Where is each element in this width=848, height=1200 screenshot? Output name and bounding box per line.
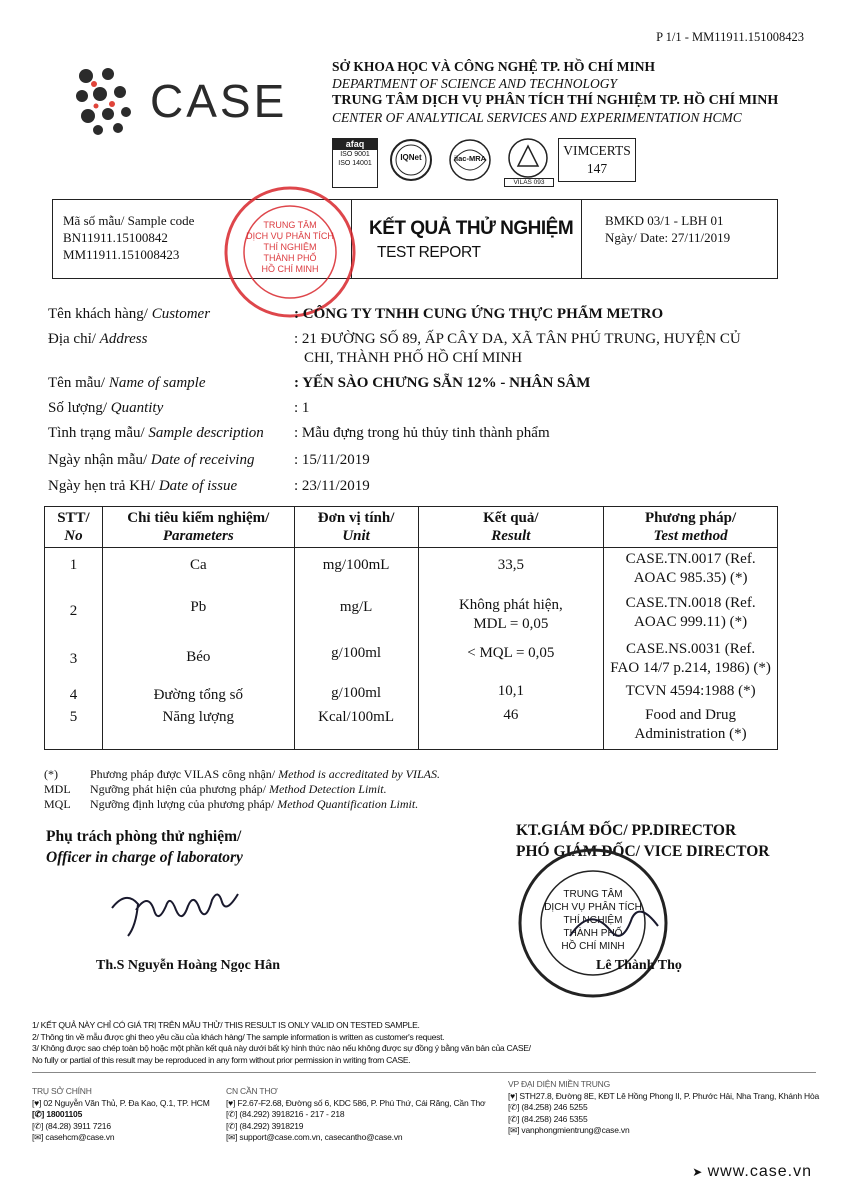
director-signature <box>560 896 670 956</box>
officer-signature <box>108 880 248 940</box>
footer-cantho-branch: CN CẦN THƠ [♥] F2.67-F2.68, Đường số 6, KDC 586, P. Phú Thứ, Cái Răng, Cần Thơ [✆] (84.292) 3918216 - 217 - 218 [✆] (84.292) 3918219 [✉] support@case.com.vn, casecantho@case.vn <box>226 1086 486 1142</box>
official-stamp-top <box>222 184 358 320</box>
note-vilas: (*) Phương pháp được VILAS công nhận/ Method is accreditated by VILAS. <box>44 767 440 781</box>
sample-code-label: Mã số mẫu/ Sample code <box>63 213 195 228</box>
note-mql: MQL Ngưỡng định lượng của phương pháp/ Method Quantification Limit. <box>44 797 419 811</box>
table-header-row <box>45 507 778 548</box>
iqnet-logo <box>388 138 434 186</box>
table-row: 2 Pb mg/L Không phát hiện, MDL = 0,05 CASE.TN.0018 (Ref. AOAC 999.11) (*) <box>45 590 778 638</box>
header-unit: Đơn vị tính/ Unit <box>294 507 418 548</box>
sample-info <box>48 306 808 506</box>
case-logo-mark-icon <box>68 62 308 138</box>
report-title-en: TEST REPORT <box>377 244 481 261</box>
page-reference: P 1/1 - MM11911.151008423 <box>656 30 804 44</box>
case-logo <box>68 62 308 138</box>
header-test-method: Phương pháp/ Test method <box>604 507 778 548</box>
certification-logos <box>332 138 552 188</box>
sample-code-2: MM11911.151008423 <box>63 247 180 262</box>
info-row-date-issue: Ngày hẹn trả KH/ Date of issue : 23/11/2019 <box>48 478 370 494</box>
stamp-text: TRUNG TÂM DỊCH VỤ PHÂN TÍCH THÍ NGHIỆM THÀNH PHỐ HỒ CHÍ MINH <box>246 220 334 274</box>
note-mdl: MDL Ngưỡng phát hiện của phương pháp/ Method Detection Limit. <box>44 782 387 796</box>
form-code-block <box>605 212 730 246</box>
director-title: KT.GIÁM ĐỐC/ PP.DIRECTOR PHÓ GIÁM ĐỐC/ VICE DIRECTOR <box>516 822 770 860</box>
org-line-department-vi: SỞ KHOA HỌC VÀ CÔNG NGHỆ TP. HỒ CHÍ MINH <box>332 59 656 74</box>
org-line-center-vi: TRUNG TÂM DỊCH VỤ PHÂN TÍCH THÍ NGHIỆM TP. HỒ CHÍ MINH <box>332 93 779 108</box>
sample-code-1: BN11911.15100842 <box>63 230 168 245</box>
info-row-address: Địa chỉ/ Address : 21 ĐƯỜNG SỐ 89, ẤP CÂY DA, XÃ TÂN PHÚ TRUNG, HUYỆN CỦ CHI, THÀNH PHỐ HỒ CHÍ MINH <box>48 331 741 366</box>
organization-header <box>332 58 778 126</box>
table-row: 1 Ca mg/100mL 33,5 CASE.TN.0017 (Ref. AOAC 985.35) (*) <box>45 548 778 590</box>
report-date: Ngày/ Date: 27/11/2019 <box>605 230 731 245</box>
vimcerts-number: 147 <box>586 161 608 176</box>
officer-name: Th.S Nguyễn Hoàng Ngọc Hân <box>96 958 280 973</box>
vilas-logo <box>504 138 552 188</box>
ilac-logo <box>446 138 494 186</box>
disclaimer: 1/ KẾT QUẢ NÀY CHỈ CÓ GIÁ TRỊ TRÊN MẪU THỬ/ THIS RESULT IS ONLY VALID ON TESTED SAMPLE. 2/ Thông tin về mẫu được ghi theo yêu cầu của khách hàng/ The sample information is written as customer's request. 3/ Không được sao chép toàn bộ hoặc một phần kết quả này dưới bất kỳ hình thức nào nếu không được sự đồng ý bằng văn bản của CASE/ No fully or partial of this result may be reproduced in any form without prior permission in writing from CASE. <box>32 1020 531 1065</box>
footer-central-office: VP ĐẠI DIỆN MIỀN TRUNG [♥] STH27.8, Đường 8E, KĐT Lê Hồng Phong II, P. Phước Hải, Nha Trang, Khánh Hòa [✆] (84.258) 246 5255 [✆] (84.258) 246 5355 [✉] vanphongmientrung@case.vn <box>508 1079 820 1135</box>
lab-officer-title: Phụ trách phòng thử nghiệm/ Officer in charge of laboratory <box>46 828 243 866</box>
form-code: BMKD 03/1 - LBH 01 <box>605 213 724 228</box>
org-line-center-en: CENTER OF ANALYTICAL SERVICES AND EXPERIMENTATION HCMC <box>332 110 742 125</box>
info-row-quantity: Số lượng/ Quantity : 1 <box>48 400 310 416</box>
vilas-text: VILAS 093 <box>504 178 554 187</box>
afaq-logo: afaq ISO 9001 ISO 14001 <box>332 138 378 188</box>
report-title <box>369 218 579 262</box>
table-notes <box>44 767 440 812</box>
sample-code-block <box>63 212 194 263</box>
info-row-sample-name: Tên mẫu/ Name of sample : YẾN SÀO CHƯNG SẴN 12% - NHÂN SÂM <box>48 375 591 391</box>
results-table <box>44 506 778 750</box>
ilac-text: ilac-MRA <box>453 154 487 163</box>
table-row: 5 Năng lượng Kcal/100mL 46 Food and Drug Administration (*) <box>45 706 778 750</box>
iqnet-icon <box>388 138 434 186</box>
header-no: STT/ No <box>45 507 103 548</box>
table-row: 3 Béo g/100ml < MQL = 0,05 CASE.NS.0031 (Ref. FAO 14/7 p.214, 1986) (*) <box>45 638 778 680</box>
info-row-customer: Tên khách hàng/ Customer : CÔNG TY TNHH CUNG ỨNG THỰC PHẨM METRO <box>48 306 664 322</box>
handwritten-signature-icon <box>108 880 248 940</box>
director-name: Lê Thành Thọ <box>596 958 682 973</box>
table-row: 4 Đường tổng số g/100ml 10,1 TCVN 4594:1988 (*) <box>45 680 778 706</box>
report-header-box <box>52 199 778 279</box>
report-title-vi: KẾT QUẢ THỬ NGHIỆM <box>369 218 574 239</box>
header-divider-right <box>581 200 582 278</box>
logo-text: CASE <box>150 75 288 127</box>
stamp-bottom-text: TRUNG TÂM DỊCH VỤ PHÂN TÍCH THÍ NGHIỆM THÀNH PHỐ HỒ CHÍ MINH <box>544 889 642 952</box>
org-line-department-en: DEPARTMENT OF SCIENCE AND TECHNOLOGY <box>332 76 618 91</box>
footer-divider <box>32 1072 816 1073</box>
header-result: Kết quả/ Result <box>418 507 604 548</box>
website-text: www.case.vn <box>707 1163 812 1180</box>
vimcerts-badge <box>558 138 636 182</box>
vimcerts-label: VIMCERTS <box>563 143 631 158</box>
info-row-sample-description: Tình trạng mẫu/ Sample description : Mẫu đựng trong hủ thủy tinh thành phẩm <box>48 425 550 441</box>
result-cell: 33,5 <box>418 548 604 590</box>
vilas-icon <box>504 138 552 180</box>
footer-head-office: TRỤ SỞ CHÍNH [♥] 02 Nguyễn Văn Thủ, P. Đa Kao, Q.1, TP. HCM [✆] 18001105 [✆] (84.28) 3911 7216 [✉] casehcm@case.vn <box>32 1086 210 1142</box>
header-parameters: Chỉ tiêu kiểm nghiệm/ Parameters <box>102 507 294 548</box>
iqnet-text: IQNet <box>400 153 422 162</box>
cursor-icon: ➤ <box>692 1165 708 1179</box>
info-row-date-receiving: Ngày nhận mẫu/ Date of receiving : 15/11/2019 <box>48 452 370 468</box>
website-link[interactable] <box>692 1163 812 1181</box>
director-signature-icon <box>560 896 670 956</box>
